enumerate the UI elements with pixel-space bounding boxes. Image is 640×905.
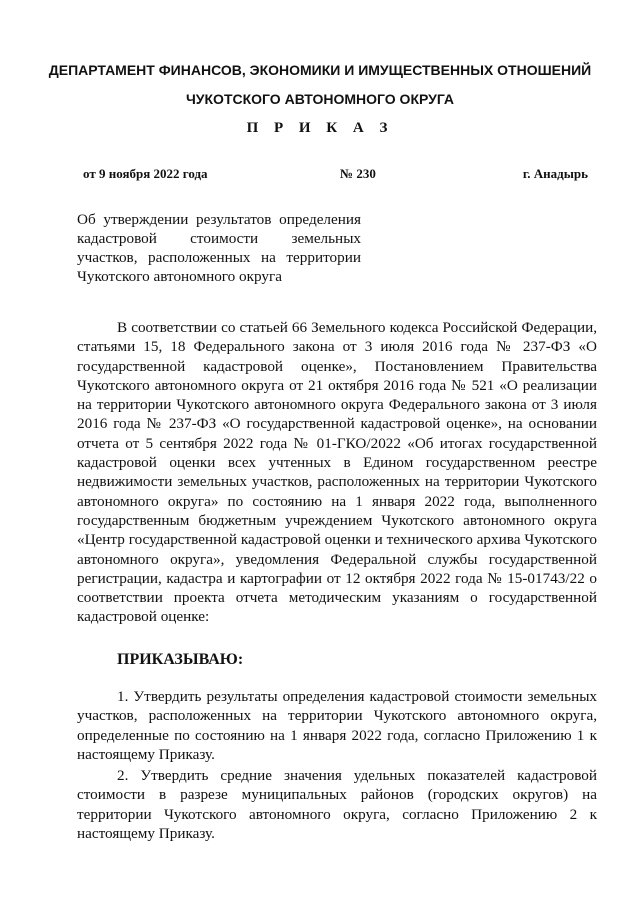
order-subject: Об утверждении результатов определения кадастровой стоимости земельных участков, расположенных на территории Чукотского автономного округа bbox=[77, 211, 361, 285]
order-item-2: 2. Утвердить средние значения удельных показателей кадастровой стоимости в разрезе муниципальных районов (городских округов) на территории Чукотского автономного округа, согласно Приложению 2 к настоящему Приказу. bbox=[77, 767, 597, 842]
order-item-1: 1. Утвердить результаты определения кадастровой стоимости земельных участков, расположенных на территории Чукотского автономного округа, определенные по состоянию на 1 января 2022 года, согласно Приложению 1 к настоящему Приказу. bbox=[77, 688, 597, 763]
department-name-line2: ЧУКОТСКОГО АВТОНОМНОГО ОКРУГА bbox=[185, 91, 455, 107]
order-date: от 9 ноября 2022 года bbox=[83, 166, 208, 181]
order-place: г. Анадырь bbox=[522, 166, 588, 181]
preamble-paragraph: В соответствии со статьей 66 Земельного кодекса Российской Федерации, статьями 15, 18 Федерального закона от 3 июля 2016 года № 237-ФЗ «О государственной кадастровой оценке», Постановлением Правительства Чукотского автономного округа от 21 октября 2016 года № 521 «О реализации на территории Чукотского автономного округа Федерального закона от 3 июля 2016 года № 237-ФЗ «О государственной кадастровой оценке», на основании отчета от 5 сентября 2022 года № 01-ГКО/2022 «Об итогах государственной кадастровой оценки всех учтенных в Едином государственном реестре недвижимости земельных участков, расположенных на территории Чукотского автономного округа» по состоянию на 1 января 2022 года, выполненного государственным бюджетным учреждением Чукотского автономного округа «Центр государственной кадастровой оценки и технического архива Чукотского автономного округа», уведомления Федеральной службы государственной регистрации, кадастра и картографии от 12 октября 2022 года № 15-01743/22 о соответствии проекта отчета методическим указаниям о государственной кадастровой оценке: bbox=[77, 319, 597, 626]
decree-heading: ПРИКАЗЫВАЮ: bbox=[117, 651, 244, 668]
order-number: № 230 bbox=[340, 166, 376, 181]
order-title: П Р И К А З bbox=[246, 120, 394, 136]
department-name-line1: ДЕПАРТАМЕНТ ФИНАНСОВ, ЭКОНОМИКИ И ИМУЩЕСТВЕННЫХ ОТНОШЕНИЙ bbox=[48, 62, 592, 78]
